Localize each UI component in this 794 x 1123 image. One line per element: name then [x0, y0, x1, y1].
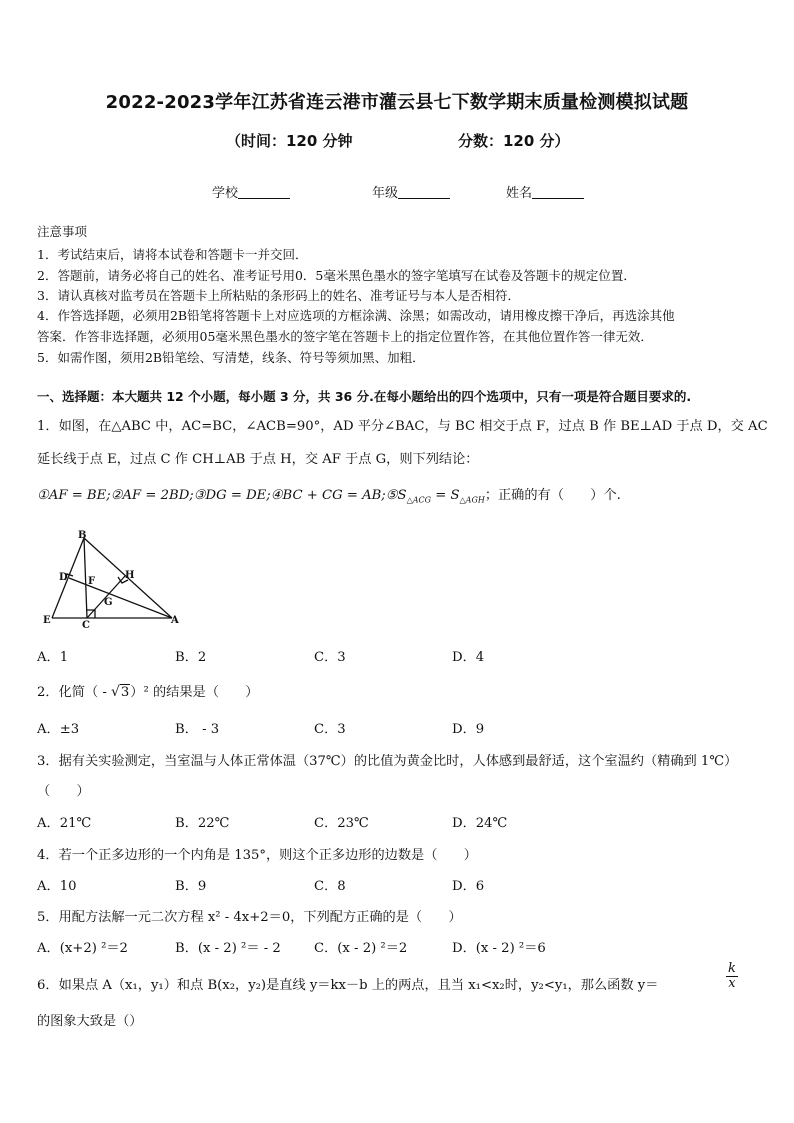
q5-option-c[interactable]: C．(x - 2) ²＝2	[314, 941, 408, 956]
name-blank	[532, 184, 584, 199]
line-AD	[69, 578, 172, 618]
q5-option-b[interactable]: B．(x - 2) ²＝ - 2	[175, 941, 281, 956]
q1-line2: 延长线于点 E，过点 C 作 CH⊥AB 于点 H，交 AF 于点 G，则下列结论：	[37, 452, 479, 467]
label-A: A	[171, 615, 179, 626]
q3-line1: 3．据有关实验测定，当室温与人体正常体温（37℃）的比值为黄金比时，人体感到最舒适，这个室温约（精确到 1℃）	[37, 754, 738, 769]
q5-option-a[interactable]: A．(x+2) ²＝2	[37, 941, 128, 956]
school-label: 学校	[212, 186, 239, 201]
grade-label: 年级	[372, 186, 399, 201]
q2-option-a[interactable]: A．±3	[37, 722, 80, 737]
label-B: B	[78, 530, 87, 541]
name-field	[506, 182, 584, 201]
notice-heading: 注意事项	[37, 224, 88, 239]
exam-score: 分数：120 分）	[458, 132, 570, 150]
q6-fraction: $\frac{k}{x}$	[728, 961, 736, 991]
school-field	[212, 182, 290, 201]
line-BE	[52, 538, 84, 618]
school-blank	[238, 184, 290, 199]
grade-blank	[398, 184, 450, 199]
label-F: F	[88, 576, 96, 587]
q2-option-d[interactable]: D．9	[452, 722, 485, 737]
q4-text: 4．若一个正多边形的一个内角是 135°，则这个正多边形的边数是（ ）	[37, 848, 477, 863]
label-H: H	[125, 570, 135, 581]
q2-option-b[interactable]: B． - 3	[175, 722, 220, 737]
sqrt-icon: √	[110, 684, 120, 700]
notice-item: 3．请认真核对监考员在答题卡上所粘贴的条形码上的姓名、准考证号与本人是否相符．	[37, 288, 520, 303]
q2-option-c[interactable]: C．3	[314, 722, 346, 737]
grade-field	[372, 182, 450, 201]
q4-option-d[interactable]: D．6	[452, 879, 485, 894]
exam-time: （时间：120 分钟	[226, 132, 353, 150]
line-BC	[84, 538, 87, 618]
label-G: G	[104, 597, 113, 608]
q1-line1: 1．如图，在△ABC 中，AC=BC，∠ACB=90°，AD 平分∠BAC，与 BC 相交于点 F，过点 B 作 BE⊥AD 于点 D，交 AC	[37, 419, 768, 434]
q1-option-a[interactable]: A．1	[37, 650, 69, 665]
triangle-figure	[38, 528, 188, 632]
q3-option-b[interactable]: B．22℃	[175, 816, 230, 831]
notice-item: 1．考试结束后，请将本试卷和答题卡一并交回．	[37, 247, 308, 262]
notice-item: 4．作答选择题，必须用2B铅笔将答题卡上对应选项的方框涂满、涂黑；如需改动，请用橡皮擦干净后，再选涂其他	[37, 308, 675, 323]
q5-option-d[interactable]: D．(x - 2) ²＝6	[452, 941, 546, 956]
q3-option-d[interactable]: D．24℃	[452, 816, 508, 831]
q6-text: 6．如果点 A（x₁，y₁）和点 B(x₂，y₂)是直线 y＝kx－b 上的两点，且当 x₁<x₂时，y₂<y₁，那么函数 y＝	[37, 978, 659, 993]
notice-item: 2．答题前，请务必将自己的姓名、准考证号用0．5毫米黑色墨水的签字笔填写在试卷及答题卡的规定位置．	[37, 268, 636, 283]
q4-option-b[interactable]: B．9	[175, 879, 207, 894]
section-heading: 一、选择题：本大题共 12 个小题，每小题 3 分，共 36 分.在每小题给出的四个选项中，只有一项是符合题目要求的.	[37, 389, 692, 404]
q1-option-c[interactable]: C．3	[314, 650, 346, 665]
q3-option-a[interactable]: A．21℃	[37, 816, 92, 831]
page-title: 2022-2023学年江苏省连云港市灌云县七下数学期末质量检测模拟试题	[105, 92, 689, 113]
q1-option-b[interactable]: B．2	[175, 650, 207, 665]
label-E: E	[43, 615, 51, 626]
q1-option-d[interactable]: D．4	[452, 650, 485, 665]
q3-option-c[interactable]: C．23℃	[314, 816, 369, 831]
q5-text: 5．用配方法解一元二次方程 x² - 4x+2＝0，下列配方正确的是（ ）	[37, 910, 462, 925]
q2-text: 2．化简（ - √3）² 的结果是（ ）	[37, 684, 259, 700]
name-label: 姓名	[506, 186, 533, 201]
label-D: D	[59, 572, 68, 583]
notice-item: 答案．作答非选择题，必须用05毫米黑色墨水的签字笔在答题卡上的指定位置作答，在其他位置作答一律无效．	[37, 329, 653, 344]
q3-line2: （ ）	[37, 784, 90, 799]
label-C: C	[82, 620, 90, 631]
q4-option-a[interactable]: A．10	[37, 879, 77, 894]
notice-item: 5．如需作图，须用2B铅笔绘、写清楚，线条、符号等须加黑、加粗．	[37, 350, 425, 365]
q1-conclusions: ①AF = BE;②AF = 2BD;③DG = DE;④BC + CG = $AB;⑤S_{\triangle ACG} = S_{\triangle AGH}$；正确的有（ ）个.	[37, 488, 621, 505]
q6-line2: 的图象大致是（）	[37, 1014, 143, 1029]
q4-option-c[interactable]: C．8	[314, 879, 346, 894]
